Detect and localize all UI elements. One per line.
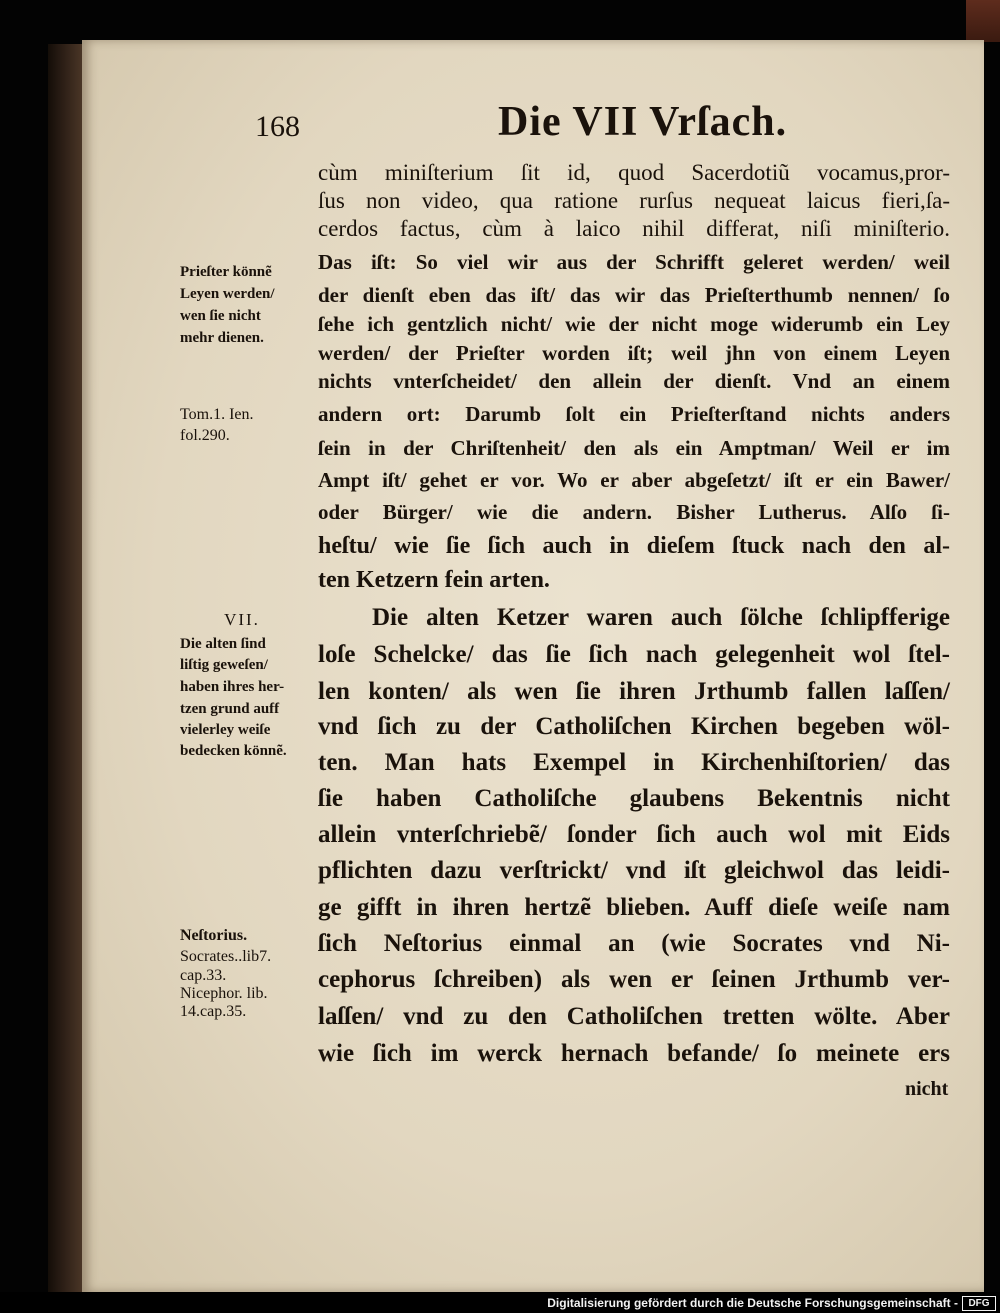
margin-line: Neſtorius.	[180, 927, 248, 944]
margin-line: wen ſie nicht	[180, 308, 261, 324]
margin-line: mehr dienen.	[180, 330, 264, 346]
book-spine-edge	[48, 44, 84, 1292]
text-line: cephorus ſchreiben) als wen er ſeinen Jrthumb ver-	[318, 966, 950, 993]
text-line: Das iſt: So viel wir aus der Schrifft geleret werden/ weil	[318, 250, 950, 274]
text-line: nichts vnterſcheidet/ den allein der dienſt. Vnd an einem	[318, 369, 950, 393]
text-line: oder Bürger/ wie die andern. Bisher Lutherus. Alſo ſi-	[318, 500, 950, 524]
margin-line: bedecken könnẽ.	[180, 743, 287, 759]
margin-line: vielerley weiſe	[180, 722, 271, 738]
margin-line: Leyen werden/	[180, 286, 275, 302]
margin-line: fol.290.	[180, 427, 230, 444]
text-line: ten. Man hats Exempel in Kirchenhiſtorien/ das	[318, 749, 950, 776]
text-line: allein vnterſchriebẽ/ ſonder ſich auch wol mit Eids	[318, 821, 950, 848]
footer-credit: Digitalisierung gefördert durch die Deutsche Forschungsgemeinschaft -	[547, 1296, 958, 1310]
margin-line: tzen grund auff	[180, 701, 280, 717]
margin-line: Die alten ſind	[180, 636, 266, 652]
margin-line: haben ihres her-	[180, 679, 285, 695]
catchword: nicht	[905, 1078, 949, 1100]
text-line: ſich Neſtorius einmal an (wie Socrates vnd Ni-	[318, 930, 950, 957]
section-number: VII.	[224, 610, 260, 629]
text-line: Die alten Ketzer waren auch ſölche ſchlipfferige	[372, 604, 950, 631]
text-line: wie ſich im werck hernach befande/ ſo meinete ers	[318, 1040, 950, 1067]
text-line: cerdos factus, cùm à laico nihil differat, niſi miniſterio.	[318, 216, 950, 241]
text-line: ge gifft in ihren hertzẽ blieben. Auff dieſe weiſe nam	[318, 894, 950, 921]
text-line: andern ort: Darumb ſolt ein Prieſterſtand nichts anders	[318, 402, 950, 426]
text-line: ſehe ich gentzlich nicht/ wie der nicht moge widerumb ein Ley	[318, 312, 950, 336]
running-title: Die VII Vrſach.	[498, 99, 788, 145]
margin-line: cap.33.	[180, 967, 227, 984]
margin-line: liſtig geweſen/	[180, 657, 268, 673]
margin-line: Tom.1. Ien.	[180, 406, 254, 423]
text-line: heſtu/ wie ſie ſich auch in dieſem ſtuck nach den al-	[318, 533, 950, 559]
text-line: ſus non video, qua ratione rurſus nequeat laicus fieri,ſa-	[318, 188, 950, 213]
text-line: ſein in der Chriſtenheit/ den als ein Amptman/ Weil er im	[318, 436, 950, 460]
text-line: der dienſt eben das iſt/ das wir das Prieſterthumb nennen/ ſo	[318, 283, 950, 307]
text-line: ten Ketzern fein arten.	[318, 567, 550, 593]
text-line: loſe Schelcke/ das ſie ſich nach gelegenheit wol ſtel-	[318, 641, 950, 668]
margin-line: Prieſter könnẽ	[180, 264, 272, 280]
page-number: 168	[255, 110, 300, 143]
margin-line: Nicephor. lib.	[180, 985, 268, 1002]
text-line: pflichten dazu verſtrickt/ vnd iſt gleichwol das leidi-	[318, 857, 950, 884]
text-line: cùm miniſterium ſit id, quod Sacerdotiũ vocamus,pror-	[318, 160, 950, 185]
text-line: len konten/ als wen ſie ihren Jrthumb fallen laſſen/	[318, 678, 950, 705]
text-line: vnd ſich zu der Catholiſchen Kirchen begeben wöl-	[318, 713, 950, 740]
margin-line: 14.cap.35.	[180, 1003, 247, 1020]
book-cover-corner	[966, 0, 1000, 42]
text-line: werden/ der Prieſter worden iſt; weil jhn von einem Leyen	[318, 341, 950, 365]
text-line: laſſen/ vnd zu den Catholiſchen tretten wölte. Aber	[318, 1003, 950, 1030]
dfg-logo-icon: DFG	[962, 1296, 996, 1311]
text-line: ſie haben Catholiſche glaubens Bekentnis nicht	[318, 785, 950, 812]
text-line: Ampt iſt/ gehet er vor. Wo er aber abgeſetzt/ iſt er ein Bawer/	[318, 468, 950, 492]
margin-line: Socrates..lib7.	[180, 948, 272, 965]
